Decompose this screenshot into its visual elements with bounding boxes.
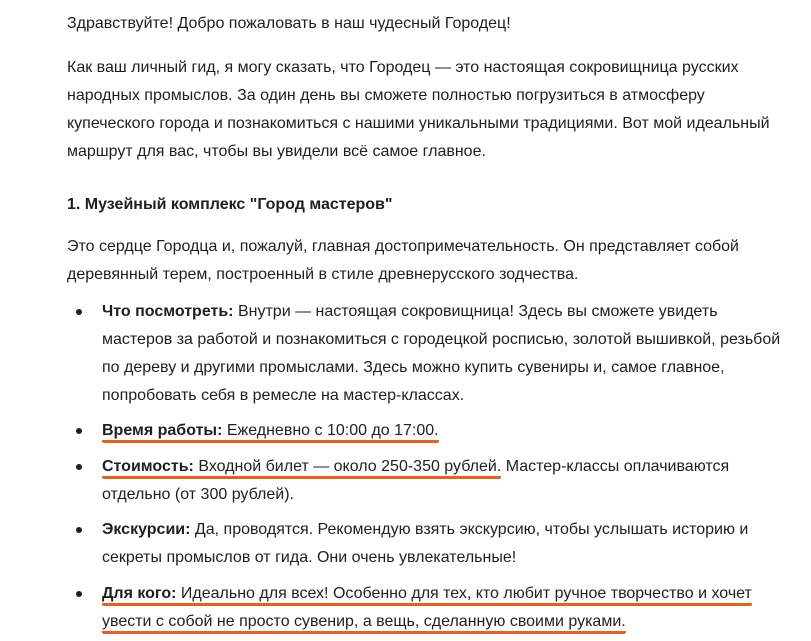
item-label: Время работы: xyxy=(102,422,223,439)
section-lead: Это сердце Городца и, пожалуй, главная достопримечательность. Он представляет собой деревянный терем, построенный в стиле древнерусского зодчества. xyxy=(67,238,739,283)
info-list-3 xyxy=(67,453,787,509)
highlight-underline xyxy=(102,422,439,443)
item-label: Экскурсии: xyxy=(102,521,191,538)
list-item-what xyxy=(67,298,787,410)
info-list-4 xyxy=(67,516,787,572)
greeting-text: Здравствуйте! Добро пожаловать в наш чудесный Городец! xyxy=(67,15,511,32)
info-list-2 xyxy=(67,417,787,445)
item-text: Входной билет — около 250-350 рублей. xyxy=(193,458,502,475)
item-label: Стоимость: xyxy=(102,458,194,475)
list-item-price xyxy=(67,453,787,509)
item-label: Для кого: xyxy=(102,585,177,602)
intro-paragraph: Как ваш личный гид, я могу сказать, что Городец — это настоящая сокровищница русских народных промыслов. За один день вы сможете полностью погрузиться в атмосферу купеческого города и познакомиться с нашими уникальными традициями. Вот мой идеальный маршрут для вас, чтобы вы увидели всё самое главное. xyxy=(67,59,770,160)
item-text: Внутри — настоящая сокровищница! Здесь вы сможете увидеть мастеров за работой и познакомиться с городецкой росписью, золотой вышивкой, резьбой по дереву и другими промыслами. Здесь можно купить сувениры и, самое главное, попробовать себя в ремесле на мастер-классах. xyxy=(102,303,781,404)
list-item-who xyxy=(67,580,787,636)
item-text-rest: Мастер-классы оплачиваются отдельно (от 300 рублей). xyxy=(102,458,730,503)
item-text-cont: увести с собой не просто сувенир, а вещь, сделанную своими руками. xyxy=(102,613,626,630)
item-text: Да, проводятся. Рекомендую взять экскурсию, чтобы услышать историю и секреты промыслов от гида. Они очень увлекательные! xyxy=(102,521,749,566)
highlight-underline xyxy=(102,458,501,479)
section-heading: 1. Музейный комплекс "Город мастеров" xyxy=(67,196,393,213)
info-list-1 xyxy=(67,298,787,410)
item-text: Идеально для всех! Особенно для тех, кто любит ручное творчество и хочет xyxy=(176,585,752,602)
info-list-5 xyxy=(67,580,787,636)
highlight-underline xyxy=(102,585,752,606)
item-label: Что посмотреть: xyxy=(102,303,234,320)
item-text: Ежедневно с 10:00 до 17:00. xyxy=(222,422,439,439)
list-item-tours xyxy=(67,516,787,572)
highlight-underline xyxy=(102,613,626,634)
list-item-hours xyxy=(67,417,787,445)
